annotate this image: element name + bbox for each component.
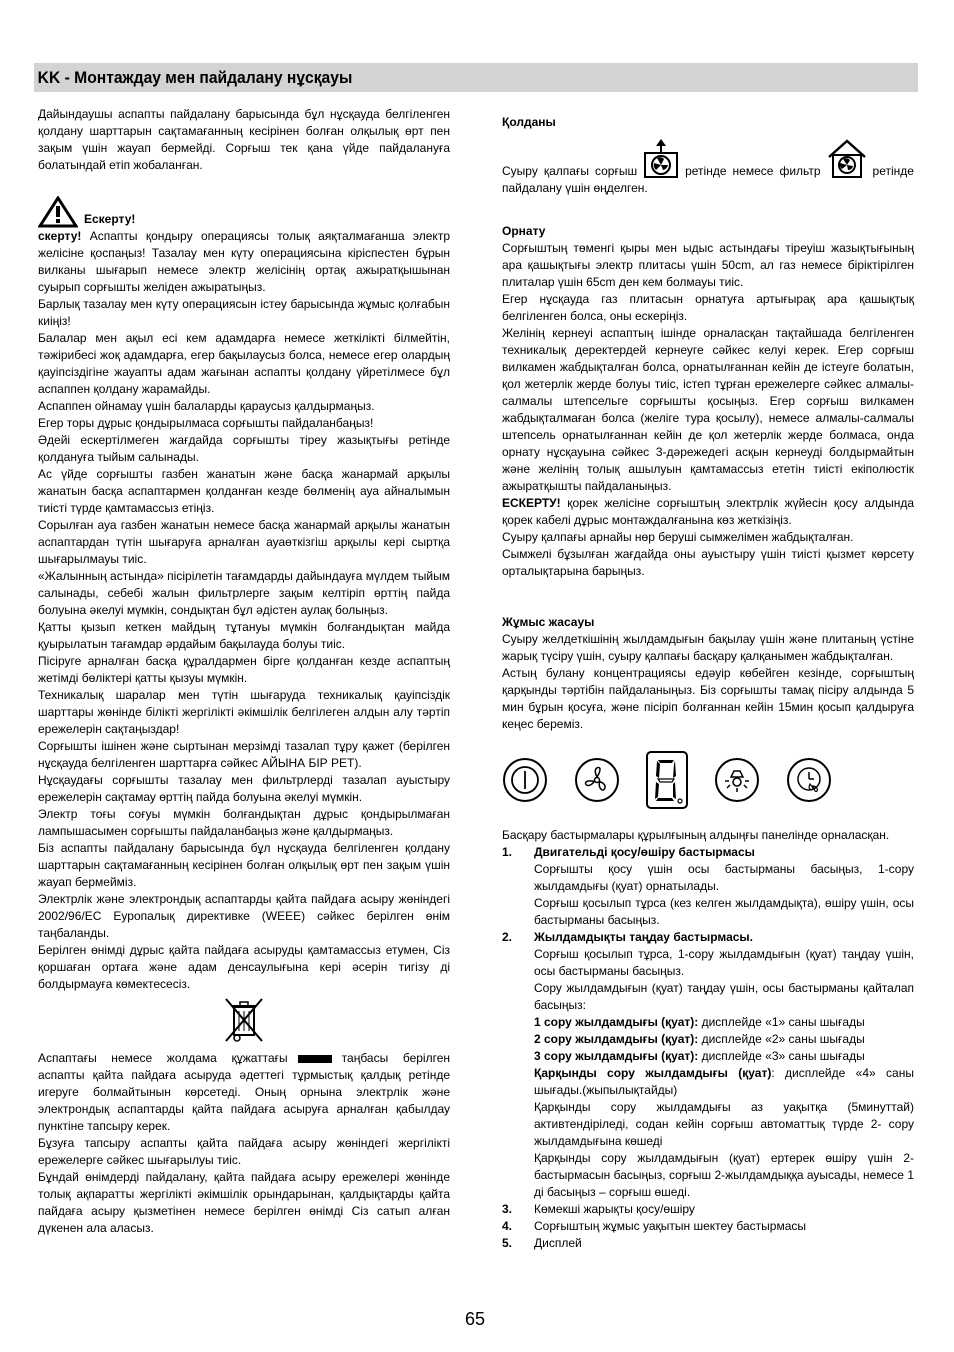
weee-text-1: Электрлік және электрондық аспаптарды қайта пайдаға асыру жөніндегі 2002/96/EC Еуропалық директивке (WEEE) сәйкес берілген өнім таңбаланды.	[38, 892, 450, 940]
operation-text-1: Суыру желдеткішінің жылдамдығын бақылау үшін және плитаның үстіне жарық түсіру үшін, суыру қалпағы басқару қалқанымен жабдықталған.	[502, 632, 914, 663]
speed-text: дисплейде «1» саны шығады	[701, 1015, 865, 1029]
crossed-out-bin-icon	[222, 997, 266, 1043]
item-body	[534, 1218, 914, 1235]
item-body	[534, 929, 914, 1201]
warning-lead: скерту!	[38, 229, 82, 243]
item-title: Жылдамдықты таңдау бастырмасы.	[534, 930, 754, 944]
warning-text-3: Балалар мен ақыл есі кем адамдарға немесе жеткілікті білмейтін, тәжірибесі жоқ адамдарға, егер бақылаусыз болса, немесе егер олардың қауіпсіздігіне жауапты адам жағынан аспапты қолдану үйретілмесе бұл аспаппен қолдану жарамайды.	[38, 331, 450, 396]
usage-paragraph	[502, 139, 914, 197]
install-text-5: Суыру қалпағы арнайы нөр беруші сымжелімен жабдықталған.	[502, 530, 854, 544]
warning-text-14: Нұсқаудағы сорғышты тазалау мен фильтрлерді тазалап ауыстыру ережелерін сақтамау өрттің пайда болуына әкелуі мүмкін.	[38, 773, 450, 804]
item-line: Қарқынды сору жылдамдығы аз уақытқа (5минуттай) активтендіріледі, содан кейін сорғыш автоматтық түрде 2- сору жылдамдығына көшеді	[534, 1100, 914, 1148]
warning-text-13: Сорғышты ішінен және сыртынан мерзімді тазалап тұру қажет (берілген нұсқауда белгіленген шарттарға сәйкес АЙЫНА БІР РЕТ).	[38, 739, 450, 770]
warning-text-9: «Жалынның астында» пісірілетін тағамдарды дайындауға мүлдем тыйым салынады, себебі жалын фильтрлерге зақым келтіріп өрттің пайда болуына әкелуі мүмкін, сондықтан бұл әдістен аулақ болыңыз.	[38, 569, 450, 617]
usage-title: Қолданы	[502, 115, 556, 129]
operation-title: Жұмыс жасауы	[502, 615, 595, 629]
black-bar-symbol	[298, 1055, 332, 1063]
item-number: 5.	[502, 1236, 513, 1250]
warning-text-8: Сорылған ауа газбен жанатын немесе басқа жанармай арқылы жанатын аспаптардан түтін шығаруға арналған ауаөткізгіш арқылы кері сыртқа шығарылмауы тиіс.	[38, 518, 450, 566]
speed-text: дисплейде «3» саны шығады	[701, 1049, 865, 1063]
warning-text-2: Барлық тазалау мен күту операциясын істеу барысында жұмыс қолғабын киіңіз!	[38, 297, 450, 328]
item-title: Дисплей	[534, 1236, 582, 1250]
weee-text-2: Берілген өнімді дұрыс қайта пайдаға асыруды қамтамассыз етумен, Сіз қоршаған ортаға және адам денсаулығына кері әсерін тигізу ді болдырмауға көмектесесіз.	[38, 943, 450, 991]
install-text-6: Сымжелі бұзылған жағдайда оны ауыстыру үшін тиісті қызмет көрсету орталықтарына барыңыз.	[502, 547, 914, 578]
warning-text-16: Біз аспапты пайдалану барысында бұл нұсқауда белгіленген қолдану шарттарын сақтамағанның кесірінен болған олқылық өрт пен зақым үшін жауап бермейміз.	[38, 841, 450, 889]
item-line: Сору жылдамдығын (қуат) таңдау үшін, осы бастырманы қайталап басыңыз:	[534, 981, 914, 1012]
page-number: 65	[465, 1309, 486, 1329]
warning-text-10: Қатты қызып кеткен майдың тұтануы мүмкін болғандықтан майда қуырылатын тағамдар әрдайым бақылауда болуы тиіс.	[38, 620, 450, 651]
warning-text-12: Техникалық шаралар мен түтін шығаруда техникалық қауіпсіздік шарттары жөнінде білікті жергілікті әкімшілік белгілеген алдын алу тәртіп ережелерін сақтаңыздар!	[38, 688, 450, 736]
controls-list	[502, 844, 914, 1252]
install-text-2: Егер нұсқауда газ плитасын орнатуға артығырақ ара қашықтық белгіленген болса, оны ескеріңіз.	[502, 292, 914, 323]
usage-text-c: ретінде пайдалану үшін өңделген.	[502, 164, 914, 195]
speed-label: 2 сору жылдамдығы (қуат):	[534, 1032, 699, 1046]
list-item	[502, 1201, 914, 1218]
warning-text-4: Аспаппен ойнамау үшін балаларды қараусыз қалдырмаңыз.	[38, 399, 375, 413]
item-number: 4.	[502, 1219, 513, 1233]
speed-text: : дисплейде «4» саны шығады.(жыпылықтайды)	[534, 1066, 914, 1097]
extraction-mode-icon	[643, 139, 679, 179]
warning-title: Ескерту!	[84, 212, 136, 226]
warning-text-15: Электр тоғы соғуы мүмкін болғандықтан дұрыс қондырылмаған лампышасымен сорғышты пайдаланбаңыз және қалдырмаңыз.	[38, 807, 450, 838]
speed-line	[534, 1065, 914, 1099]
speed-label: 1 сору жылдамдығы (қуат):	[534, 1015, 699, 1029]
item-body	[534, 1235, 914, 1252]
warning-text-1: Аспапты қондыру операциясы толық аяқталмағанша электр желісіне қоспаңыз! Тазалау мен күту операциясына кіріспестен бұрын вилканы шығарып немесе электр желісінің ортақ ажыратқышынан суырып сорғышты желіден ажыратыңыз.	[38, 229, 450, 294]
usage-text-a: Суыру қалпағы сорғыш	[502, 164, 638, 178]
seven-segment-display	[646, 751, 688, 809]
page-header	[34, 63, 918, 92]
item-number: 3.	[502, 1202, 513, 1216]
install-text-1: Сорғыштың төменгі қыры мен ыдыс астындағы тіреуіш жазықтығының ара қашықтығы электр плитасы үшін 50cm, ал газ немесе біріктірілген плиталар үшін 65cm ден кем болмауы тиіс.	[502, 241, 914, 289]
item-title: Сорғыштың жұмыс уақытын шектеу бастырмасы	[534, 1219, 806, 1233]
power-button[interactable]	[502, 757, 548, 803]
left-column	[38, 106, 450, 1237]
warning-triangle-icon	[38, 196, 78, 228]
fan-speed-button[interactable]	[574, 757, 620, 803]
item-title: Двигательді қосу/өшіру бастырмасы	[534, 845, 755, 859]
item-line: Сорғышты қосу үшін осы бастырманы басыңыз, 1-сору жылдамдығы (қуат) орнатылады.	[534, 862, 914, 893]
weee-text-5: Бұндай өнімдерді пайдалану, қайта пайдаға асыру ережелері жөнінде толық ақпаратты жергілікті әкімшілік орындарынан, қалдықтарды қайта пайдаға асыру қызметінен немесе берілген өнімді Сіз сатып алған дүкенен ала аласыз.	[38, 1170, 450, 1235]
intro-text: Дайындаушы аспапты пайдалану барысында бұл нұсқауда белгіленген қолдану шарттарын сақтамағанның кесірінен болған олқылық өрт пен зақым үшін жауап бермейді. Сорғыш тек қана үйде пайдалануға болатындай етіп жобаланған.	[38, 107, 450, 172]
speed-label: Қарқынды сору жылдамдығы (қуат)	[534, 1066, 772, 1080]
warning-text-7: Ас үйде сорғышты газбен жанатын және басқа жанармай арқылы жанатын басқа аспаптармен қолданған кезде бөлменің ауа айналымын тиісті түрде қамтамассыз етіңіз.	[38, 467, 450, 515]
list-item	[502, 1218, 914, 1235]
operation-text-2: Астың булану концентрациясы едәуір көбейген кезінде, сорғыштың қарқынды тәртібін пайдаланыңыз. Біз сорғышты тамақ пісіру алдында 5 мин бұрын қосуға, және пісіріп болғаннан кейін 15мин қосып қалдыруға кеңес береміз.	[502, 666, 914, 731]
timer-button[interactable]	[786, 757, 832, 803]
item-number: 2.	[502, 930, 513, 944]
warning-heading	[38, 196, 450, 228]
speed-line	[534, 1014, 914, 1031]
warning-text-11: Пісіруге арналған басқа құралдармен бірге қолданған кезде аспаптың жетімді бөліктері қатты қызуы мүмкін.	[38, 654, 450, 685]
right-column	[502, 114, 914, 1252]
crossed-bin-container	[38, 997, 450, 1048]
warning-paragraph	[38, 228, 450, 296]
install-text-4: қорек желісіне сорғыштың электрлік жүйесін қосу алдында қорек кабелі дұрыс монтаждалғанына көз жеткізіңіз.	[502, 496, 914, 527]
item-line: Сорғыш қосылып тұрса, 1-сору жылдамдығын (қуат) таңдау үшін, осы бастырманы басыңыз.	[534, 947, 914, 978]
item-body	[534, 844, 914, 929]
item-line: Сорғыш қосылып тұрса (кез келген жылдамдықта), өшіру үшін, осы бастырманы басыңыз.	[534, 896, 914, 927]
control-panel	[502, 751, 914, 809]
weee-text-3	[38, 1050, 450, 1135]
filter-mode-icon	[827, 139, 867, 179]
weee-text-3b: таңбасы берілген аспапты қайта пайдаға асыруда әдеттегі тұрмыстық қалдық ретінде игеруге болмайтынын көрсетеді. Оның орнына электрлік және электрондық аспаптарды қайта пайдаға асыруға арналған қабылдау пунктіне тапсыру керек.	[38, 1051, 450, 1133]
item-number: 1.	[502, 845, 513, 859]
panel-note: Басқару бастырмалары құрылғының алдыңғы панелінде орналасқан.	[502, 828, 890, 842]
item-body	[534, 1201, 914, 1218]
weee-text-3a: Аспаптағы немесе жолдама құжаттағы	[38, 1051, 288, 1065]
speed-label: 3 сору жылдамдығы (қуат):	[534, 1049, 699, 1063]
light-button[interactable]	[714, 757, 760, 803]
list-item	[502, 1235, 914, 1252]
install-text-3: Желінің кернеуі аспаптың ішінде орналасқан тақтайшада белгіленген техникалық деректердей кернеуге сәйкес келуі керек. Егер сорғыш вилкамен жабдықталған болса, орнатылғаннан кейін де істеуге болатын, қол жетерлік жерде болуы тиіс, істеп тұрған ережелерге сәйкес алмалы-салмалы штепсельге сорғышты қосыңыз. Егер сорғыш вилкамен жабдықталмаған болса (желіге тура қосылу), немесе алмалы-салмалы штепсель орнатылғаннан кейін де қол жетерлік жерде болмаса, онда орнату нұсқауына сәйкес 3-дәрежедегі асқын кернеуді болдырмайтын және желінің толық ашылуын қамтамассыз ететін тиісті екіполюстік ажыратқышты пайдаланыңыз.	[502, 326, 914, 493]
speed-line	[534, 1048, 914, 1065]
weee-text-4: Бұзуға тапсыру аспапты қайта пайдаға асыру жөніндегі жергілікті ережелерге сәйкес шығарылуы тиіс.	[38, 1136, 450, 1167]
install-title: Орнату	[502, 224, 546, 238]
warning-text-5: Егер торы дұрыс қондырылмаса сорғышты пайдаланбаңыз!	[38, 416, 374, 430]
spacer	[502, 580, 914, 614]
list-item	[502, 929, 914, 1201]
speed-line	[534, 1031, 914, 1048]
install-warning	[502, 495, 914, 529]
speed-text: дисплейде «2» саны шығады	[701, 1032, 865, 1046]
usage-text-b: ретінде немесе фильтр	[685, 164, 821, 178]
item-line: Қарқынды сору жылдамдығын (қуат) ертерек өшіру үшін 2- бастырмасын басыңыз, сорғыш 2-жылдамдыққа ауысады, немесе 1 ді басыңыз – сорғыш өшеді.	[534, 1151, 914, 1199]
install-warning-lead: ЕСКЕРТУ!	[502, 496, 561, 510]
warning-text-6: Әдейі ескертілмеген жағдайда сорғышты тіреу жазықтығы ретінде қолдануға тыйым салынады.	[38, 433, 450, 464]
list-item	[502, 844, 914, 929]
spacer	[502, 197, 914, 223]
item-title: Көмекші жарықты қосу/өшіру	[534, 1202, 695, 1216]
page-title: KK - Монтаждау мен пайдалану нұсқауы	[37, 68, 353, 87]
